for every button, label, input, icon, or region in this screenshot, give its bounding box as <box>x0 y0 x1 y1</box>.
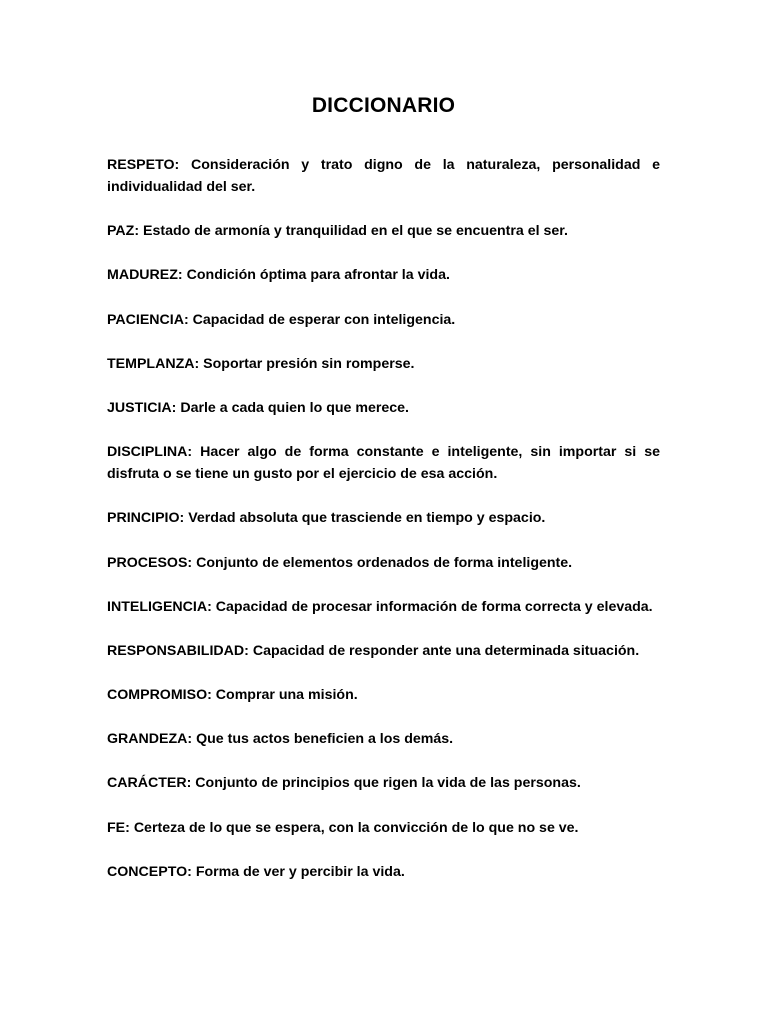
entry-term: DISCIPLINA: <box>107 444 193 461</box>
entry-term: TEMPLANZA: <box>107 355 200 372</box>
entry-definition: Consideración y trato digno de la naturaleza, personalidad e individualidad del ser. <box>107 157 660 195</box>
definition-entry <box>107 309 660 331</box>
entry-term: PROCESOS: <box>107 554 193 571</box>
entry-term: RESPONSABILIDAD: <box>107 642 249 659</box>
entry-term: MADUREZ: <box>107 267 183 284</box>
entry-definition: Capacidad de procesar información de forma correcta y elevada. <box>215 598 653 615</box>
entry-definition: Conjunto de principios que rigen la vida de las personas. <box>195 775 581 792</box>
definition-entry <box>107 154 660 198</box>
entry-definition: Capacidad de esperar con inteligencia. <box>192 311 456 328</box>
definition-list <box>107 154 660 905</box>
entry-term: COMPROMISO: <box>107 687 212 704</box>
definition-entry <box>107 596 660 618</box>
entry-definition: Forma de ver y percibir la vida. <box>195 863 405 880</box>
entry-term: PRINCIPIO: <box>107 510 185 527</box>
definition-entry <box>107 772 660 794</box>
definition-entry <box>107 507 660 529</box>
entry-definition: Certeza de lo que se espera, con la convicción de lo que no se ve. <box>133 819 579 836</box>
entry-term: JUSTICIA: <box>107 399 177 416</box>
entry-definition: Verdad absoluta que trasciende en tiempo y espacio. <box>188 510 546 527</box>
entry-term: CARÁCTER: <box>107 775 192 792</box>
definition-entry <box>107 353 660 375</box>
entry-definition: Capacidad de responder ante una determinada situación. <box>252 642 640 659</box>
entry-definition: Estado de armonía y tranquilidad en el que se encuentra el ser. <box>143 223 568 240</box>
entry-definition: Condición óptima para afrontar la vida. <box>186 267 450 284</box>
entry-definition: Darle a cada quien lo que merece. <box>180 399 409 416</box>
entry-definition: Conjunto de elementos ordenados de forma inteligente. <box>196 554 573 571</box>
definition-entry <box>107 441 660 485</box>
entry-term: PACIENCIA: <box>107 311 189 328</box>
definition-entry <box>107 684 660 706</box>
definition-entry <box>107 552 660 574</box>
definition-entry <box>107 728 660 750</box>
definition-entry <box>107 817 660 839</box>
entry-definition: Hacer algo de forma constante e inteligente, sin importar si se disfruta o se tiene un gusto por el ejercicio de esa acción. <box>107 444 660 483</box>
page-title: DICCIONARIO <box>311 94 456 117</box>
entry-term: PAZ: <box>107 223 140 240</box>
definition-entry <box>107 397 660 419</box>
entry-definition: Soportar presión sin romperse. <box>203 355 415 372</box>
entry-term: FE: <box>107 819 130 836</box>
entry-term: GRANDEZA: <box>107 731 193 748</box>
definition-entry <box>107 264 660 286</box>
entry-definition: Que tus actos beneficien a los demás. <box>196 731 454 748</box>
definition-entry <box>107 861 660 883</box>
definition-entry <box>107 640 660 662</box>
entry-term: RESPETO: <box>107 157 180 173</box>
entry-term: CONCEPTO: <box>107 863 192 880</box>
definition-entry <box>107 220 660 242</box>
entry-definition: Comprar una misión. <box>215 687 358 704</box>
entry-term: INTELIGENCIA: <box>107 598 212 615</box>
